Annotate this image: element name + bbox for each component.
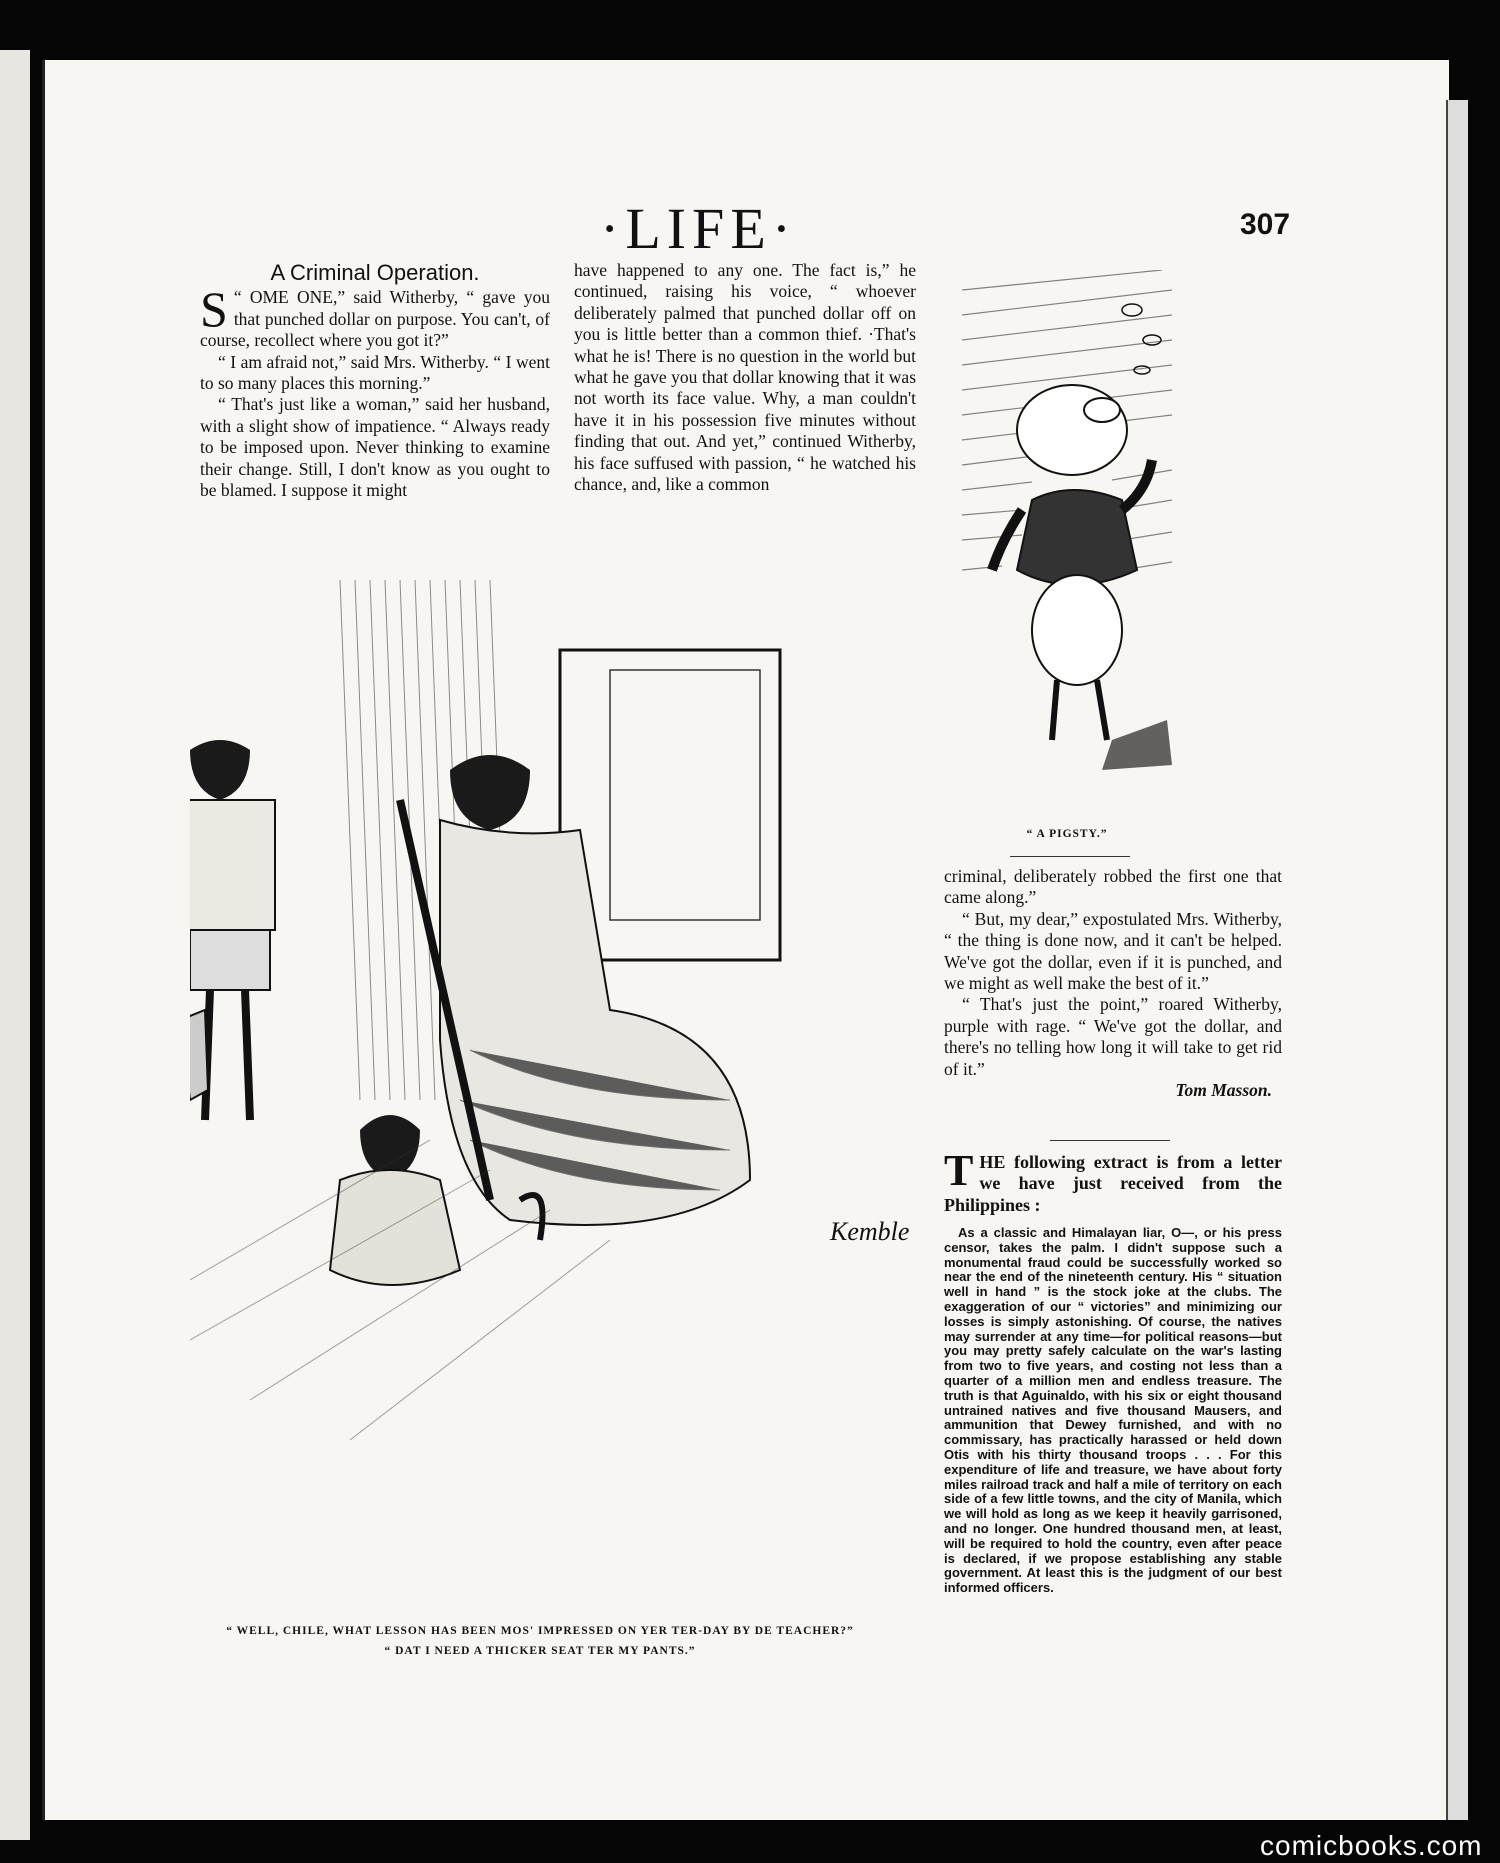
pig-drawing (962, 270, 1172, 815)
paragraph: HE following extract is from a letter we have just received from the Philippines : (944, 1152, 1282, 1215)
paragraph: “ I am afraid not,” said Mrs. Witherby. “ I went to so many places this morning.” (200, 351, 550, 394)
paragraph: “ That's just like a woman,” said her husband, with a slight show of impatience. “ Always ready to be imposed upon. Never thinking to examine their change. Still, I don't know as you ought to be blamed. I suppose it might (200, 394, 550, 501)
article-column-2 (574, 260, 916, 495)
divider-rule (1010, 856, 1130, 857)
main-caption-line-1: “ WELL, CHILE, WHAT LESSON HAS BEEN MOS' IMPRESSED ON YER TER-DAY BY DE TEACHER?” (226, 1625, 854, 1637)
masthead: ·LIFE· (600, 196, 798, 261)
pigsty-caption: “ A PIGSTY.” (1026, 828, 1108, 840)
paragraph: As a classic and Himalayan liar, O—, or his press censor, takes the palm. I didn't suppose such a monumental fraud could be successfully worked so near the end of the nineteenth century. His “ situation well in hand ” is the stock joke at the clubs. The exaggeration of our “ victories” and minimizing our losses is simply astonishing. Of course, the natives may surrender at any time—for political reasons—but you may pretty safely calculate on the war's lasting from two to five years, and costing not less than a quarter of a million men and endless treasure. The truth is that Aguinaldo, with his six or eight thousand untrained natives and five thousand Mausers, and ammunition that Dewey furnished, and with no commissary, has practically harassed or held down Otis with his thirty thousand troops . . . For this expenditure of life and treasure, we have about forty miles railroad track and half a mile of territory on each side of a few little towns, and the city of Manila, which we will hold as long as we keep it heavily garrisoned, and no longer. One hundred thousand men, at least, will be required to hold the country, even after peace is declared, if we propose establishing any stable government. At least this is the judgment of our best informed officers. (944, 1225, 1282, 1596)
letter-intro (944, 1146, 1282, 1216)
paragraph: have happened to any one. The fact is,” he continued, raising his voice, “ whoever deliberately palmed that punched dollar off on you is little better than a common thief. ·That's what he is! There is no question in the world but what he gave you that dollar knowing that it was not worth its face value. Why, a man couldn't have it in his possession five minutes without finding that out. And yet,” continued Witherby, his face suffused with passion, “ he watched his chance, and, like a common (574, 260, 916, 495)
paragraph: “ That's just the point,” roared Witherby, purple with rage. “ We've got the dollar, and there's no telling how long it will take to get rid of it.” (944, 994, 1282, 1079)
article-column-1 (200, 262, 550, 501)
paragraph: “ But, my dear,” expostulated Mrs. Witherby, “ the thing is done now, and it can't be helped. We've got the dollar, even if it is punched, and we might as well make the best of it.” (944, 908, 1282, 994)
paragraph: “ OME ONE,” said Witherby, “ gave you that punched dollar on purpose. You can't, of course, recollect where you got it?” (200, 287, 550, 351)
left-page-edge (0, 50, 30, 1840)
main-illustration (190, 580, 910, 1600)
watermark: comicbooks.com (1260, 1830, 1483, 1861)
drop-cap: T (944, 1146, 974, 1195)
article-title: A Criminal Operation. (270, 260, 480, 285)
author-signature: Tom Masson. (1175, 1080, 1272, 1101)
article-column-3 (944, 866, 1282, 1101)
artist-signature: Kemble (830, 1217, 910, 1246)
pigsty-illustration (962, 270, 1172, 815)
mammy-and-children-drawing (190, 580, 910, 1600)
main-caption-line-2: “ DAT I NEED A THICKER SEAT TER MY PANTS.” (384, 1645, 696, 1657)
paragraph: criminal, deliberately robbed the first one that came along.” (944, 866, 1282, 908)
letter-body (944, 1226, 1282, 1596)
drop-cap: S (200, 281, 228, 338)
page-number: 307 (1240, 208, 1291, 241)
divider-rule (1050, 1140, 1170, 1141)
right-page-edge (1446, 100, 1468, 1820)
